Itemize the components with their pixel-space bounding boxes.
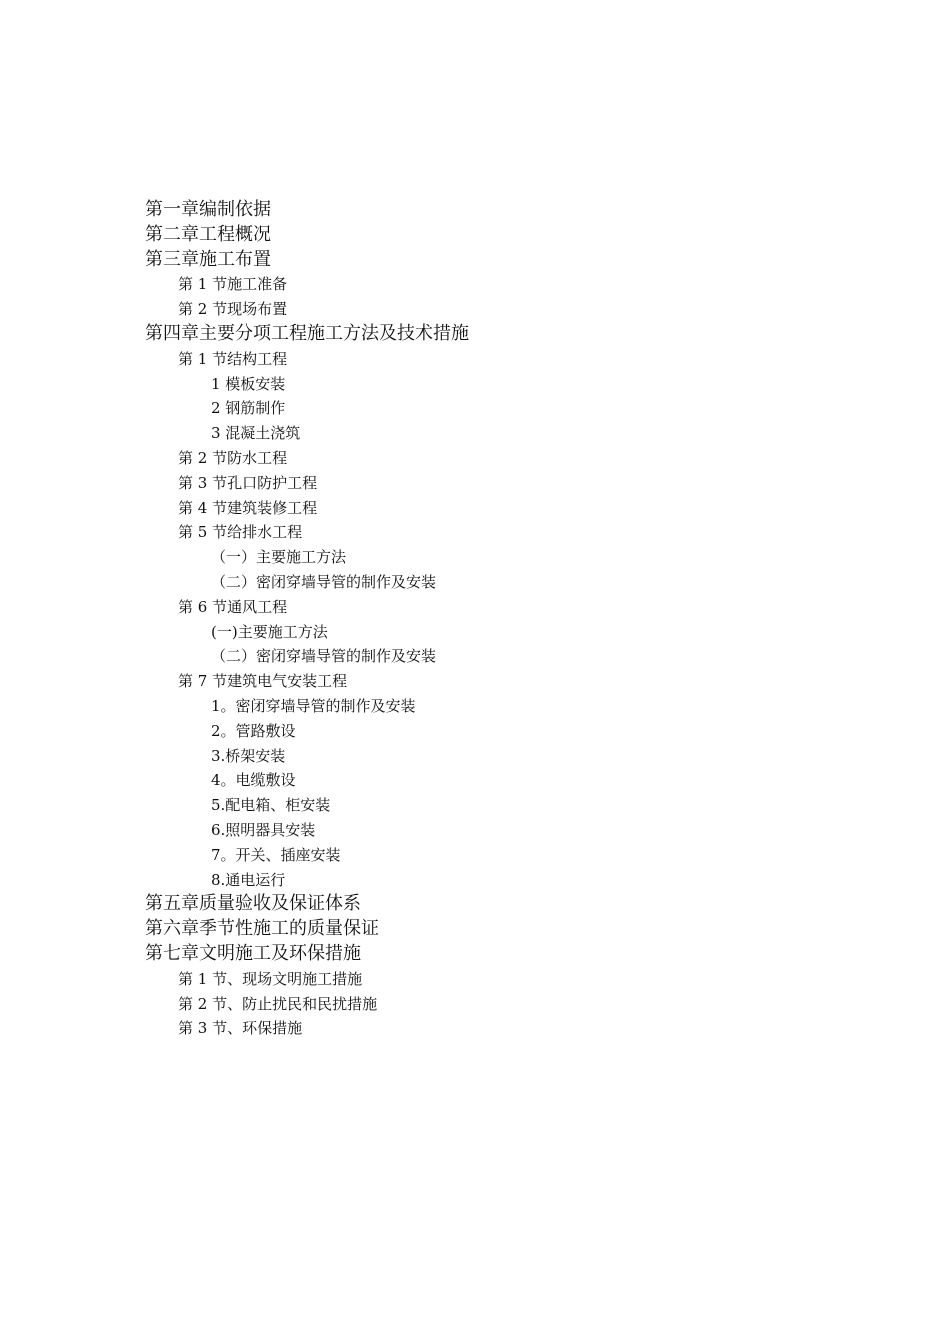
toc-subsection: 7。开关、插座安装 — [211, 845, 341, 864]
toc-section: 第 5 节给排水工程 — [178, 523, 303, 542]
toc-section: 第 1 节施工准备 — [178, 275, 288, 294]
toc-section: 第 4 节建筑装修工程 — [178, 498, 318, 517]
toc-subsection: 1。密闭穿墙导管的制作及安装 — [211, 696, 416, 715]
toc-chapter: 第五章质量验收及保证体系 — [145, 893, 361, 915]
toc-section: 第 6 节通风工程 — [178, 597, 288, 616]
toc-subsection: （一）主要施工方法 — [211, 548, 347, 567]
toc-subsection: 2。管路敷设 — [211, 721, 296, 740]
toc-section: 第 1 节结构工程 — [178, 349, 288, 368]
toc-chapter: 第一章编制依据 — [145, 199, 271, 220]
toc-section: 第 1 节、现场文明施工措施 — [178, 969, 363, 988]
toc-section: 第 2 节、防止扰民和民扰措施 — [178, 994, 378, 1013]
toc-subsection: 3.桥架安装 — [211, 746, 286, 765]
toc-section: 第 7 节建筑电气安装工程 — [178, 672, 348, 691]
toc-chapter: 第二章工程概况 — [145, 223, 271, 245]
toc-chapter: 第七章文明施工及环保措施 — [145, 942, 361, 964]
table-of-contents — [0, 198, 950, 1041]
toc-chapter: 第四章主要分项工程施工方法及技术措施 — [145, 322, 469, 344]
toc-subsection: 6.照明器具安装 — [211, 820, 316, 839]
toc-subsection: 2 钢筋制作 — [211, 399, 286, 418]
toc-subsection: (一)主要施工方法 — [211, 622, 328, 641]
toc-subsection: （二）密闭穿墙导管的制作及安装 — [211, 647, 437, 666]
toc-subsection: 5.配电箱、柜安装 — [211, 796, 331, 815]
toc-chapter: 第三章施工布置 — [145, 248, 271, 270]
toc-subsection: 8.通电运行 — [211, 870, 286, 889]
toc-section: 第 3 节、环保措施 — [178, 1019, 303, 1038]
toc-subsection: 1 模板安装 — [211, 374, 286, 393]
toc-chapter: 第六章季节性施工的质量保证 — [145, 918, 379, 940]
toc-subsection: 3 混凝土浇筑 — [211, 424, 301, 443]
toc-subsection: （二）密闭穿墙导管的制作及安装 — [211, 572, 437, 591]
toc-section: 第 3 节孔口防护工程 — [178, 473, 318, 492]
toc-section: 第 2 节防水工程 — [178, 448, 288, 467]
toc-subsection: 4。电缆敷设 — [211, 771, 296, 790]
toc-section: 第 2 节现场布置 — [178, 300, 288, 319]
